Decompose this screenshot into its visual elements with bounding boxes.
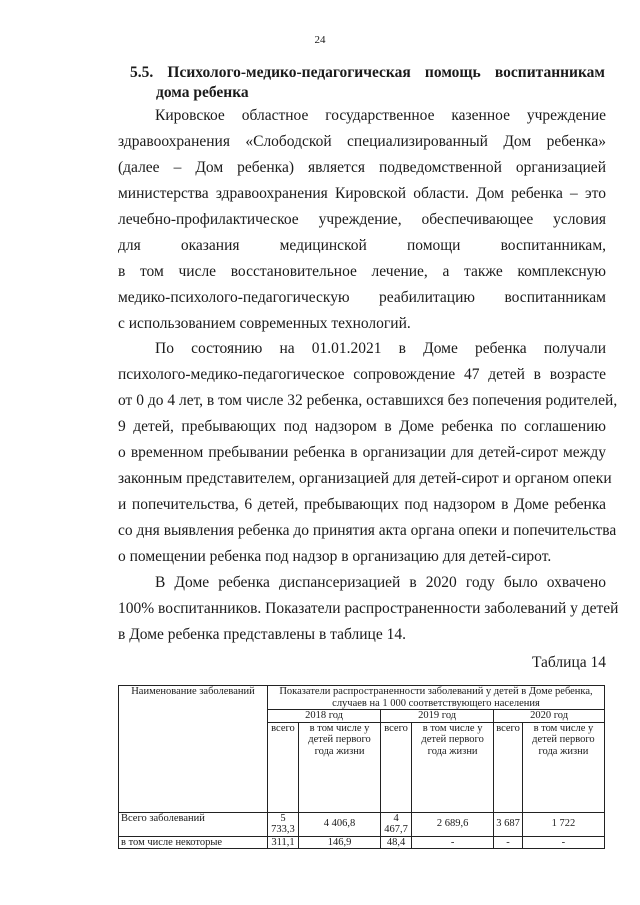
paragraph-1 <box>118 103 606 337</box>
table-cell: 4 467,7 <box>381 812 412 836</box>
table-cell: 146,9 <box>298 836 380 849</box>
text-line: для оказания медицинской помощи воспитанникам, <box>118 237 606 254</box>
table-cell: - <box>412 836 494 849</box>
text-line: в том числе восстановительное лечение, а также комплексную <box>118 263 606 280</box>
paragraph-3 <box>118 570 619 648</box>
heading-line: дома ребенка <box>156 84 249 101</box>
table-subheader-total: всего <box>494 722 523 812</box>
page-number: 24 <box>314 34 326 46</box>
paragraph-2 <box>118 336 618 570</box>
disease-prevalence-table <box>118 685 605 849</box>
text-line: о временном пребывании ребенка в организации для детей-сирот между <box>118 444 606 461</box>
table-cell: 2 689,6 <box>412 812 494 836</box>
table-cell: - <box>522 836 604 849</box>
table-cell: 4 406,8 <box>298 812 380 836</box>
text-line: и попечительства, 6 детей, пребывающих под надзором в Доме ребенка <box>118 496 606 513</box>
text-line: законным представителем, организацией для детей-сирот и органом опеки <box>118 470 612 487</box>
table-subheader-total: всего <box>268 722 299 812</box>
text-line: Кировское областное государственное казенное учреждение <box>155 107 606 124</box>
text-line: По состоянию на 01.01.2021 в Доме ребенка получали <box>155 340 606 357</box>
table-caption: Таблица 14 <box>531 654 606 671</box>
table-cell: 1 722 <box>522 812 604 836</box>
text-line: о помещении ребенка под надзор в организацию для детей-сирот. <box>118 548 552 565</box>
heading-line: 5.5. Психолого-медико-педагогическая помощь воспитанникам <box>130 64 605 81</box>
table-row <box>119 836 605 849</box>
text-line: медико-психолого-педагогическую реабилитацию воспитанникам <box>118 289 606 306</box>
table-row <box>119 812 605 836</box>
table-cell: - <box>494 836 523 849</box>
table-header-year: 2018 год <box>268 710 381 723</box>
text-line: психолого-медико-педагогическое сопровождение 47 детей в возрасте <box>118 366 606 383</box>
text-line: (далее – Дом ребенка) является подведомственной организацией <box>118 159 606 176</box>
text-line: от 0 до 4 лет, в том числе 32 ребенка, оставшихся без попечения родителей, <box>118 392 618 409</box>
table-header-year: 2020 год <box>494 710 605 723</box>
table-subheader-infants: в том числе у детей первого года жизни <box>522 722 604 812</box>
text-line: со дня выявления ребенка до принятия акта органа опеки и попечительства <box>118 522 617 539</box>
table-subheader-infants: в том числе у детей первого года жизни <box>298 722 380 812</box>
table-cell: 311,1 <box>268 836 299 849</box>
text-line: лечебно-профилактическое учреждение, обеспечивающее условия <box>118 211 606 228</box>
table-cell: 5 733,3 <box>268 812 299 836</box>
row-label: Всего заболеваний <box>119 812 268 836</box>
table-subheader-infants: в том числе у детей первого года жизни <box>412 722 494 812</box>
text-line: В Доме ребенка диспансеризацией в 2020 году было охвачено <box>155 574 606 591</box>
text-line: в Доме ребенка представлены в таблице 14. <box>118 626 406 643</box>
table-cell: 3 687 <box>494 812 523 836</box>
text-line: с использованием современных технологий. <box>118 315 411 332</box>
text-line: министерства здравоохранения Кировской области. Дом ребенка – это <box>118 185 606 202</box>
table-header-group: Показатели распространенности заболеваний у детей в Доме ребенка, случаев на 1 000 соответствующего населения <box>268 686 605 710</box>
table-header-name: Наименование заболеваний <box>119 686 268 813</box>
table-header-year: 2019 год <box>381 710 494 723</box>
table-cell: 48,4 <box>381 836 412 849</box>
text-line: здравоохранения «Слободской специализированный Дом ребенка» <box>118 133 606 150</box>
table-subheader-total: всего <box>381 722 412 812</box>
text-line: 9 детей, пребывающих под надзором в Доме ребенка по соглашению <box>118 418 606 435</box>
text-line: 100% воспитанников. Показатели распространенности заболеваний у детей <box>118 600 619 617</box>
section-heading <box>130 63 605 103</box>
row-label: в том числе некоторые <box>119 836 268 849</box>
